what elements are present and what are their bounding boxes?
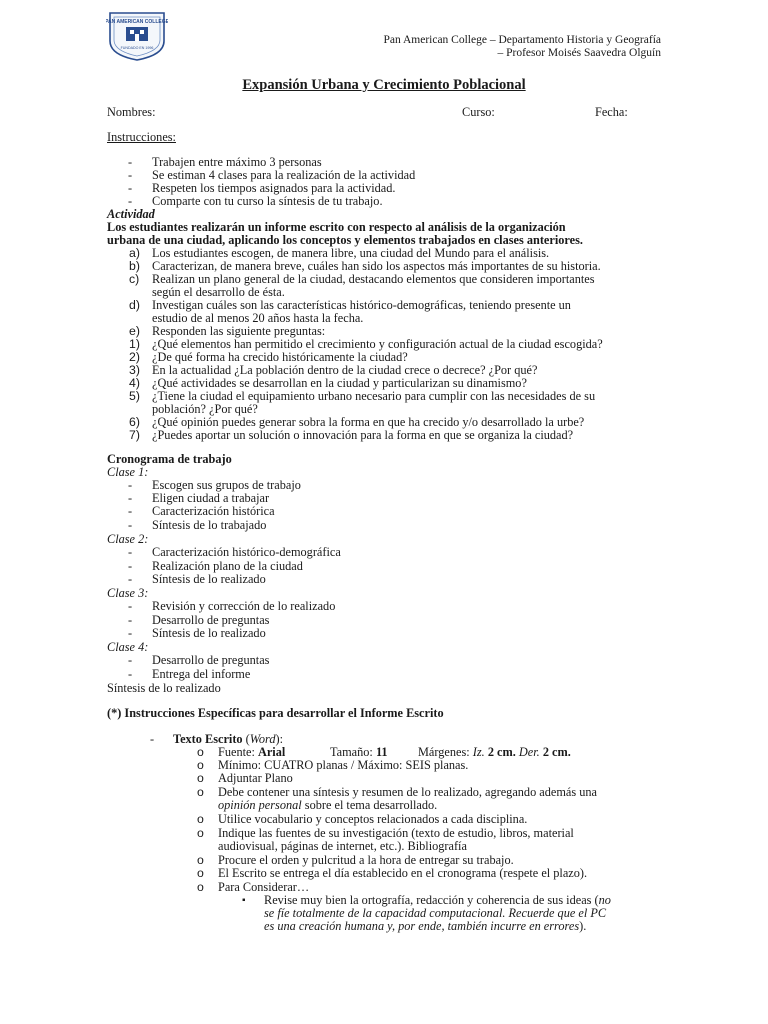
clase-item: Escogen sus grupos de trabajo [152,478,301,492]
instruction-item: Respeten los tiempos asignados para la actividad. [152,181,396,195]
field-nombres: Nombres: [107,105,156,119]
field-fecha: Fecha: [595,105,628,119]
clase-item: Eligen ciudad a trabajar [152,491,270,505]
bullet: - [128,613,133,627]
question: ¿Puedes aportar un solución o innovación para la forma en que se organiza la ciudad? [152,428,574,442]
bullet: - [128,194,133,208]
field-curso: Curso: [462,105,495,119]
paren-close: ): [275,732,283,746]
activity-step: Investigan cuáles son las características histórico-demográficas, teniendo presente un [152,298,571,312]
activity-step-cont: estudio de al menos 20 años hasta la fecha. [152,311,364,325]
spec-item: Debe contener una síntesis y resumen de lo realizado, agregando además una [218,785,598,799]
bullet: - [128,181,133,195]
clase-item: Síntesis de lo realizado [152,572,266,586]
question: En la actualidad ¿La población dentro de la ciudad crece o decrece? ¿Por qué? [152,363,538,377]
question-label: 1) [129,337,140,351]
document-title: Expansión Urbana y Crecimiento Poblacional [242,77,526,93]
question-label: 6) [129,415,140,429]
college-logo [106,11,168,61]
question-label: 3) [129,363,140,377]
spec-item: Indique las fuentes de su investigación (texto de estudio, libros, material [218,826,574,840]
bullet: - [128,504,133,518]
actividad-intro-line-2: urbana de una ciudad, aplicando los conceptos y elementos trabajados en clases anteriores. [107,233,583,247]
considerar-line-3 [264,920,586,933]
header-line-2: – Profesor Moisés Saavedra Olguín [497,47,661,59]
instruction-item: Trabajen entre máximo 3 personas [152,155,322,169]
bullet: - [150,732,155,746]
logo-text: PAN AMERICAN COLLEGE [106,19,168,25]
clase-title: Clase 2: [107,532,149,546]
clase-title: Clase 1: [107,465,149,479]
list-label: d) [129,298,140,312]
sub-bullet: o [197,812,204,826]
clase-item: Caracterización histórico-demográfica [152,545,341,559]
fuente-label: Fuente: [218,745,255,759]
considerar-text: Revise muy bien la ortografía, redacción y coherencia de sus ideas ( [264,893,599,907]
clase-item: Caracterización histórica [152,504,275,518]
sub-bullet: o [197,880,204,894]
fuente-value: Arial [257,745,286,759]
activity-step-cont: según el desarrollo de ésta. [152,285,285,299]
sub-bullet: o [197,745,204,759]
clase-title: Clase 4: [107,640,149,654]
der-value: 2 cm. [542,745,571,759]
considerar-end: ). [579,919,587,933]
bullet: - [128,559,133,573]
question: ¿De qué forma ha crecido históricamente la ciudad? [152,350,408,364]
actividad-intro-line-1: Los estudiantes realizarán un informe escrito con respecto al análisis de la organización [107,220,566,234]
spec-item: Mínimo: CUATRO planas / Máximo: SEIS planas. [218,758,469,772]
bullet: - [128,626,133,640]
bullet: - [128,518,133,532]
question-label: 2) [129,350,140,364]
clase-item: Realización plano de la ciudad [152,559,303,573]
clase-item: Entrega del informe [152,667,251,681]
clase-item: Síntesis de lo trabajado [152,518,267,532]
izq-value: 2 cm. [487,745,516,759]
activity-step: Responden las siguiente preguntas: [152,324,326,338]
list-label: b) [129,259,140,273]
der-label: Der. [518,745,540,759]
clase-item: Revisión y corrección de lo realizado [152,599,336,613]
tamano-value: 11 [375,745,388,759]
activity-step: Caracterizan, de manera breve, cuáles han sido los aspectos más importantes de su historia. [152,259,601,273]
sub-bullet: o [197,758,204,772]
bullet: - [128,667,133,681]
spec-item: Para Considerar… [218,880,310,894]
question: ¿Qué elementos han permitido el crecimiento y configuración actual de la ciudad escogida? [152,337,603,351]
izq-label: Iz. [472,745,485,759]
question: ¿Qué actividades se desarrollan en la ciudad y particularizan su dinamismo? [152,376,527,390]
list-label: e) [129,324,140,338]
bullet: - [128,572,133,586]
considerar-line-2: se fíe totalmente de la capacidad computacional. Recuerde que el PC [264,906,607,920]
spec-item: Utilice vocabulario y conceptos relacionados a cada disciplina. [218,812,528,826]
bullet: - [128,155,133,169]
opinion-personal: opinión personal [218,798,302,812]
clase-title: Clase 3: [107,586,149,600]
activity-step: Realizan un plano general de la ciudad, destacando elementos que consideren importantes [152,272,595,286]
spec-item-cont [218,799,437,812]
bullet: - [128,545,133,559]
bullet: - [128,653,133,667]
instrucciones-heading: Instrucciones: [107,130,176,144]
list-label: c) [129,272,140,286]
sub-bullet: o [197,866,204,880]
tamano-label: Tamaño: [330,745,373,759]
question-cont: población? ¿Por qué? [152,402,258,416]
sub-bullet: o [197,826,204,840]
spec-item: Adjuntar Plano [218,771,293,785]
word-label: Word [249,732,276,746]
document-header [383,34,661,60]
opinion-rest: sobre el tema desarrollado. [301,798,438,812]
spec-item-cont: audiovisual, páginas de internet, etc.). Bibliografía [218,839,467,853]
considerar-italic: es una creación humana y, por ende, también incurre en errores [264,919,580,933]
question-label: 4) [129,376,140,390]
logo-subtext: FUNDADO EN 1996 [120,46,154,50]
texto-escrito-label: Texto Escrito [173,732,243,746]
question: ¿Qué opinión puedes generar sobra la forma en que ha crecido y/o desarrollado la urbe? [152,415,585,429]
instruction-item: Se estiman 4 clases para la realización de la actividad [152,168,416,182]
especificas-heading: (*) Instrucciones Específicas para desarrollar el Informe Escrito [107,706,444,720]
sub-bullet: o [197,785,204,799]
question-label: 7) [129,428,140,442]
bullet: - [128,168,133,182]
considerar-no: no [598,893,611,907]
question: ¿Tiene la ciudad el equipamiento urbano necesario para cumplir con las necesidades de su [152,389,596,403]
instruction-item: Comparte con tu curso la síntesis de tu trabajo. [152,194,383,208]
cronograma-heading: Cronograma de trabajo [107,452,232,466]
square-bullet: ▪ [242,895,246,906]
sub-bullet: o [197,771,204,785]
list-label: a) [129,246,140,260]
cronograma-closing: Síntesis de lo realizado [107,681,221,695]
margenes-label: Márgenes: [418,745,470,759]
bullet: - [128,478,133,492]
header-line-1: Pan American College – Departamento Historia y Geografía [383,34,661,46]
activity-step: Los estudiantes escogen, de manera libre, una ciudad del Mundo para el análisis. [152,246,550,260]
actividad-heading: Actividad [107,207,155,221]
clase-item: Desarrollo de preguntas [152,613,270,627]
spec-item: Procure el orden y pulcritud a la hora de entregar su trabajo. [218,853,514,867]
question-label: 5) [129,389,140,403]
bullet: - [128,491,133,505]
clase-item: Desarrollo de preguntas [152,653,270,667]
clase-item: Síntesis de lo realizado [152,626,266,640]
spec-item: El Escrito se entrega el día establecido en el cronograma (respete el plazo). [218,866,588,880]
sub-bullet: o [197,853,204,867]
bullet: - [128,599,133,613]
paren-open: ( [242,732,250,746]
